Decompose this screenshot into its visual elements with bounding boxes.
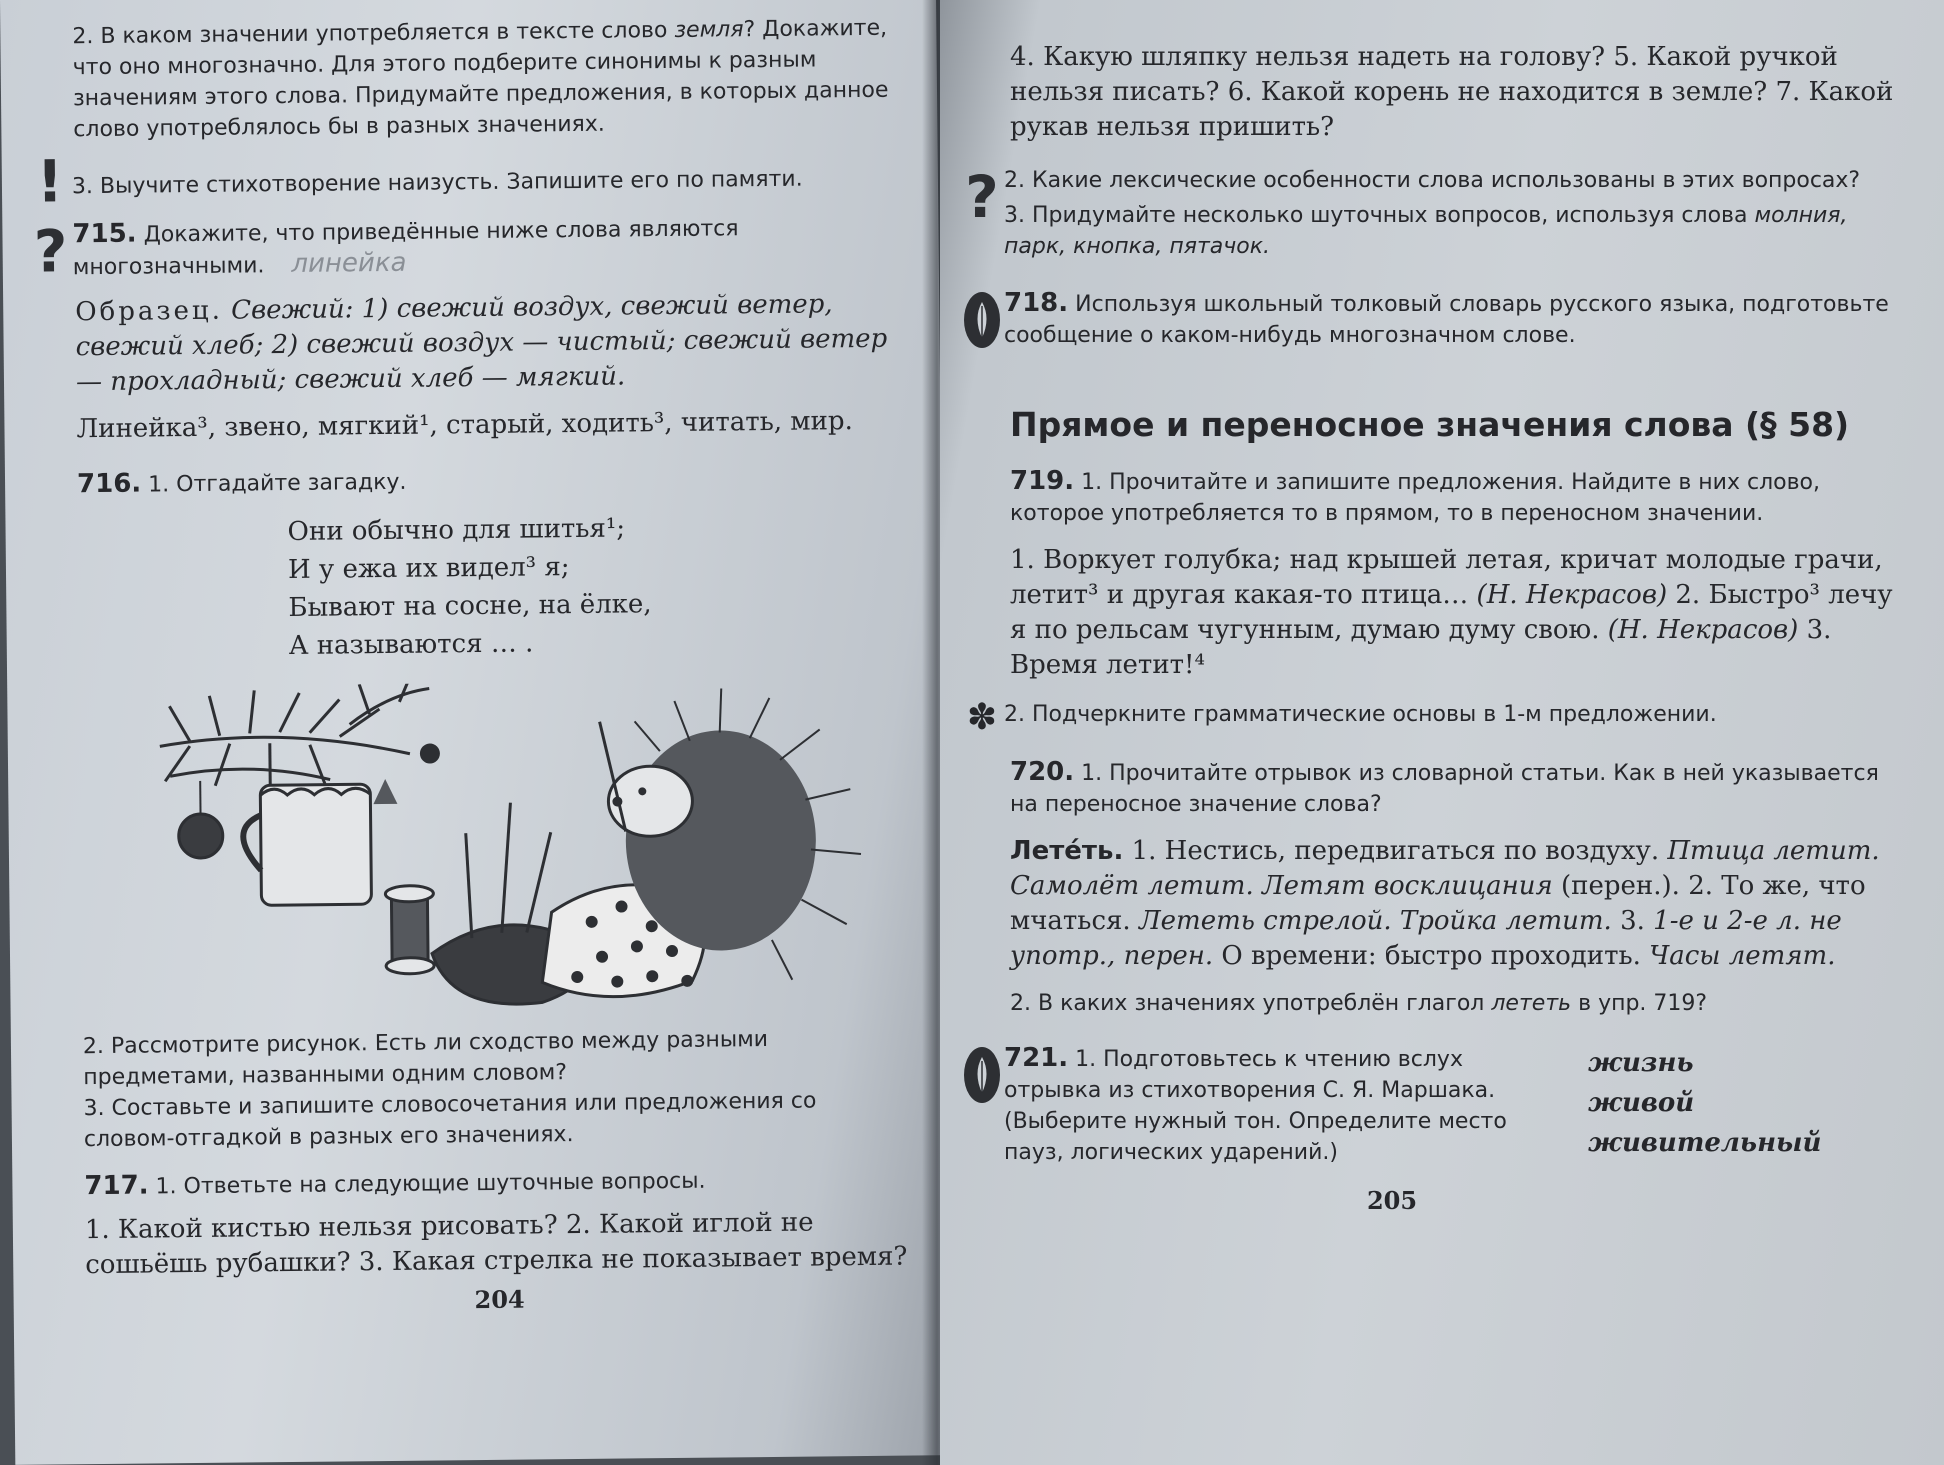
task-718-row	[1004, 288, 1894, 351]
poem-line: Бывают на сосне, на ёлке,	[288, 589, 652, 624]
dictionary-word: Лете́ть.	[1010, 836, 1124, 866]
task-718-text: Используя школьный толковый словарь русского языка, подготовьте сообщение о каком-нибудь многозначном слове.	[1004, 292, 1889, 348]
task-720-q2: 2. В каких значениях употреблён глагол лететь в упр. 719?	[1010, 991, 1708, 1016]
dictionary-entry: Лете́ть. 1. Нестись, передвигаться по воздуху. Птица летит. Самолёт летит. Летят восклицания (перен.). 2. То же, что мчаться. Лететь стрелой. Тройка летит. 3. 1-е и 2-е л. не употр., перен. О времени: быстро проходить. Часы летят.	[1010, 836, 1880, 971]
task-716-text: 1. Отгадайте загадку.	[148, 469, 407, 498]
task-717-continued: 4. Какую шляпку нельзя надеть на голову? 5. Какой ручкой нельзя писать? 6. Какой корень не находится в земле? 7. Какой рукав нельзя пришить?	[1010, 42, 1894, 142]
poem-line: И у ежа их видел³ я;	[287, 552, 570, 586]
task-715-text: Докажите, что приведённые ниже слова являются многозначными.	[72, 216, 739, 281]
right-page	[940, 0, 1944, 1465]
feather-pen-icon	[960, 288, 1004, 348]
task-719-sentences: 1. Воркует голубка; над крышей летая, кричат молодые грачи, летит³ и другая какая-то птица… (Н. Некрасов) 2. Быстро³ лечу я по рельсам чугунным, думаю думу свою. (Н. Некрасов) 3. Время летит!⁴	[1010, 545, 1893, 680]
poem-line: А называются … .	[288, 628, 534, 662]
word-family-item: жизнь	[1588, 1048, 1694, 1078]
task-717-q3: 3. Придумайте несколько шуточных вопросов, используя слова молния, парк, кнопка, пятачок.	[1004, 203, 1848, 259]
question-icon: ?	[965, 163, 999, 231]
riddle-poem	[287, 507, 907, 665]
task-715-row	[33, 211, 903, 286]
word-family-item: живительный	[1588, 1128, 1822, 1158]
exclamation-icon: !	[36, 147, 64, 216]
sample-block	[75, 287, 904, 401]
sample-label: Образец.	[75, 295, 224, 328]
task-720	[1010, 757, 1894, 820]
question-icon: ?	[33, 217, 68, 286]
sample-text: Свежий: 1) свежий воздух, свежий ветер, свежий хлеб; 2) свежий воздух — чистый; свежий ветер — прохладный; свежий хлеб — мягкий.	[75, 289, 888, 398]
task-716-number: 716.	[76, 468, 142, 500]
task-717-body: 1. Какой кистью нельзя рисовать? 2. Какой иглой не сошьёшь рубашки? 3. Какая стрелка не показывает время?	[84, 1207, 908, 1281]
task-719-q2-row	[966, 697, 1894, 738]
task-717-q2: 2. Какие лексические особенности слова использованы в этих вопросах?	[1004, 168, 1861, 193]
task-716-q2: 2. Рассмотрите рисунок. Есть ли сходство между разными предметами, названными одним словом?	[82, 1027, 769, 1091]
asterisk-flower-icon: ✽	[966, 697, 998, 738]
task-720-text: 1. Прочитайте отрывок из словарной статьи. Как в ней указывается на переносное значение слова?	[1010, 761, 1879, 817]
words-line: Линейка³, звено, мягкий¹, старый, ходить³, читать, мир.	[76, 406, 853, 445]
task-714-q3: 3. Выучите стихотворение наизусть. Запишите его по памяти.	[71, 166, 803, 200]
task-717	[84, 1163, 912, 1204]
task-720-number: 720.	[1010, 757, 1075, 787]
task-714-q3-row	[36, 141, 903, 216]
task-714-q2: 2. В каком значении употребляется в тексте слово земля? Докажите, что оно многозначно. Для этого подберите синонимы к разным значениям этого слова. Придумайте предложения, в которых данное слово употреблялось бы в разных значениях.	[72, 15, 889, 143]
hedgehog-sewing-illustration	[129, 679, 892, 1017]
task-721-row	[1004, 1043, 1894, 1168]
word-family-list	[1588, 1043, 1821, 1163]
task-717-q2-row	[965, 163, 1894, 262]
task-718-number: 718.	[1004, 288, 1069, 318]
task-719-q2: 2. Подчеркните грамматические основы в 1-м предложении.	[1004, 702, 1717, 727]
word-family-item: живой	[1588, 1088, 1695, 1118]
task-719-number: 719.	[1010, 466, 1075, 496]
left-page	[0, 0, 951, 1465]
poem-line: Они обычно для шитья¹;	[287, 513, 626, 548]
task-715-number: 715.	[72, 218, 137, 250]
page-number-left: 204	[474, 1284, 525, 1315]
task-717-number: 717.	[84, 1170, 149, 1202]
task-717-text: 1. Ответьте на следующие шуточные вопросы.	[155, 1168, 706, 1200]
task-719-text: 1. Прочитайте и запишите предложения. Найдите в них слово, которое употребляется то в прямом, то в переносном значении.	[1010, 470, 1821, 526]
page-number-right: 205	[1366, 1186, 1418, 1215]
section-title: Прямое и переносное значения слова (§ 58)	[1010, 405, 1850, 444]
feather-pen-icon	[960, 1043, 1004, 1103]
task-716-q3: 3. Составьте и запишите словосочетания или предложения со словом-отгадкой в разных его значениях.	[83, 1088, 817, 1153]
task-721-text: 1. Подготовьтесь к чтению вслух отрывка из стихотворения С. Я. Маршака. (Выберите нужный тон. Определите место пауз, логических ударений.)	[1004, 1047, 1507, 1165]
task-716	[77, 461, 905, 502]
task-719	[1010, 466, 1894, 529]
handwritten-note: линейка	[291, 247, 407, 279]
task-721-number: 721.	[1004, 1043, 1069, 1073]
